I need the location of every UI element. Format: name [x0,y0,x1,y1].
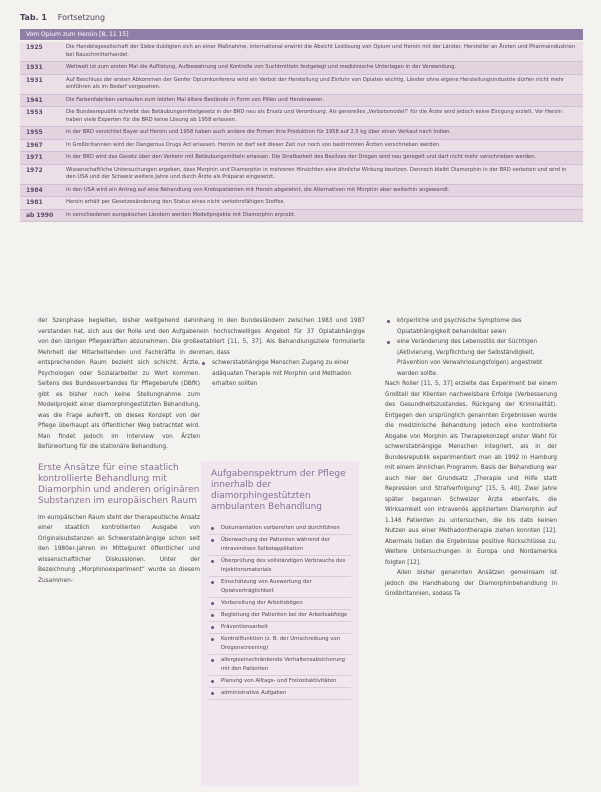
table-description: Weltweit ist zum ersten Mal die Auflistung, Aufbewahrung und Kontrolle von Suchtmitteln festgelegt und medizinische Unterlagen in der Verwendung. [66,64,457,70]
table-header: Vom Opium zum Heroin [8, 11 15] [20,29,583,40]
bullet-list [385,316,557,379]
section-heading: Erste Ansätze für eine staatlich kontrollierte Behandlung mit Diamorphin und anderen originären Substanzen im europäischen Raum [38,462,200,506]
table-description: Auf Beschluss der ersten Abkommen der Genfer Opiumkonferenz wird ein Verbot der Herstellung und Einfuhr von Opiaten wichtig. Länder ohne eigene Herstellungsindustrie dürfen nicht mehr einführen als im Bedarf vorgesehen. [66,76,565,90]
table-year: 1981 [26,199,43,206]
table-caption-title: Fortsetzung [57,13,106,22]
table-row [20,210,583,223]
list-item: Dokumentation vorbereiten und durchführen [209,523,351,535]
column-3 [385,316,557,600]
paragraph: Im europäischen Raum steht der therapeutische Ansatz einer staatlich kontrollierten Ausgabe von Originalsubstanzen an Schwerstabhängige schon seit den 1980er-Jahren im Mittelpunkt öffentlicher und wissenschaftlicher Diskussionen. Unter der Bezeichnung „Morphinoexperiment“ wurde so diesem Zusammen- [38,514,200,584]
list-item: Planung von Alltags- und Freizeitaktivitäten [209,676,351,688]
paragraph: hang in den Bundesländern zwischen 1983 und 1987 ein hochschwelliges Angebot für 37 Opiatabhängige etabliert [11, 5, 37]. Als Behandlungsziele formulierte man, dass [200,318,365,356]
table-row [20,75,583,95]
table-row [20,42,583,62]
table-description: Die Bundesrepublik schreibt das Betäubungsmittelgesetz in der BRD neu als Ersatz und Verordnung. Als generelles „Verbotsmodell“ für die Ärzte wird jedoch keine Einigung erzielt. Vor Heroin haben viele Experten für die BRD keine Lösung ab 1958 erlassen. [66,109,562,123]
paragraph: Nach Roller [11, 5, 37] erzielte das Experiment bei einem Großteil der Klienten nachweisbare Erfolge (Verbesserung des Gesundheitszustandes, Rückgang der Kriminalität). Entgegen den ursprünglich genannten Ergebnissen wurde die medizinische Behandlung jedoch eine kontrollierte Abgabe von Morphin als Therapiekonzept erster Wahl für schwerstabhängige Menschen integriert, als in der Bundesrepublik experimentiert man ab 1992 in Hamburg mit einem ähnlichen Programm. Basis der Behandlung war auch hier der Grundsatz „Therapie und Hilfe statt Repression und Strafverfolgung“ [15, 5, 40]. Zwei Jahre später begannen Schweizer Ärzte ebenfalls, die Wirksamkeit von intravenös appliziertem Diamorphin auf 1.146 Patienten zu untersuchen, die bis dato keinen Nutzen aus einer Methadontherapie ziehen konnten [12]. Abermals ließen die Ergebnisse positive Rückschlüsse zu. Weitere Untersuchungen in Europa und Nordamerika folgten [12]. [385,381,557,566]
paragraph: der Szenphase begleiten, bisher weitgehend dahin verstanden hat, sich aus der Rolle und den Aufgaben von den übrigen Pflegekräften abzunehmen. Die große Mehrheit der Mitarbeitenden und Fachkräfte in den entsprechenden Raum bezieht sich schlicht. Ärzte, Psychologen oder Sozialarbeiter zu Wort kommen. Seitens des Bundesverbandes für Pflegeberufe (DBfK) gibt es bisher noch keine Stellungnahme zum Modellprojekt einer diamorphingestützten Behandlung, was die Frage aufwirft, ob dieses Konzept von der Pflege überhaupt als öffentlicher Weg betrachtet wird. Man findet jedoch im Interview von Ärzten Befürwortung für die stationäre Behandlung. [38,318,200,450]
table-row [20,165,583,185]
article-body [38,316,586,786]
list-item: schwerstabhängige Menschen Zugang zu einer adäquaten Therapie mit Morphin und Methadon erhalten sollten [200,358,365,390]
table-description: In verschiedenen europäischen Ländern werden Modellprojekte mit Diamorphin erprobt. [66,211,296,218]
table-year: 1931 [26,76,43,84]
table-caption [20,13,105,22]
table-row [20,185,583,198]
table-description: In den USA wird ein Antrag auf eine Behandlung von Krebspatienten mit Heroin abgelehnt, die Alternativen mit Morphin aber weiterhin angewandt. [66,186,450,193]
list-item: Begleitung der Patienten bei der Arbeitsabfolge [209,610,351,622]
list-item: administrative Aufgaben [209,688,351,700]
table-description: Die Farbenfabriken verkaufen zum letzten Mal ältere Bestände in Form von Pillen und Heroinwaren. [66,96,325,103]
table-row [20,140,583,153]
list-item: Vorbereitung der Arbeitsbögen [209,598,351,610]
table-year: 1953 [26,109,43,116]
table-year: 1967 [26,141,43,149]
table-caption-label: Tab. 1 [20,13,47,22]
table-row [20,95,583,108]
list-item: Überwachung der Patienten während der intravenösen Selbstapplikation [209,535,351,556]
list-item: eine Veränderung des Lebensstils der Süchtigen (Aktivierung, Verpflichtung der Selbständigkeit, Prävention von Verwahrlosungsfolgen) angestrebt werden sollte. [385,337,557,379]
table-year: 1972 [26,166,43,174]
list-item: Überprüfung des vollständigen Verbrauchs des Injektionsmaterials [209,556,351,577]
paragraph: Allen bisher genannten Ansätzen gemeinsam ist jedoch die Handhabung der Diamorphinbehandlung in Großbritannien, sodass Ta [385,570,557,597]
table-description: Die Handelsgesellschaft der Siebe duldigten sich an einer Maßnahme, international erwirkt die Absicht Loslösung von Opium und Heroin mit der Länder, Hersteller an Ärzten und Pharmaindustrien bei Rauschmittelhandel. [66,44,576,58]
table-row [20,127,583,140]
table-year: 1955 [26,129,43,136]
table-year: 1984 [26,186,43,194]
table-year: 1931 [26,64,43,71]
table-row [20,152,583,165]
list-item: allergieeinschränkende Verhaltensabsicherung mit den Patienten [209,655,351,676]
list-item: körperliche und psychische Symptome des Opiatabhängigkeit behandelbar seien [385,316,557,337]
table-year: 1925 [26,44,43,51]
list-item: Präventionsarbeit [209,622,351,634]
history-table [20,42,583,222]
table-year: ab 1990 [26,211,54,219]
table-description: In Großbritannien wird der Dangerous Drugs Act erlassen. Heroin ist darf seit dieser Zeit nur noch von bestimmten Ärzten verschrieben werden. [66,141,441,148]
table-row [20,62,583,75]
info-box-list [209,523,351,700]
info-box [201,461,359,786]
list-item: Kontrollfunktion (z. B. der Umschreibung von Drogenscreening) [209,634,351,655]
list-item: Einschätzung von Auswertung der Opiatverträglichkeit [209,577,351,598]
bullet-list [200,358,365,390]
table-description: Heroin erhält per Gesetzesänderung den Status eines nicht verkehrsfähigen Stoffes. [66,199,286,205]
table-description: In der BRD wird das Gesetz über den Verkehr mit Betäubungsmitteln erlassen. Die Strafbarkeit des Besitzes der Drogen wird neu geregelt und darf nicht mehr verschrieben werden. [66,154,537,160]
table-description: Wissenschaftliche Untersuchungen ergeben, dass Morphin und Diamorphin in mehreren Hinsichten eine ähnliche Wirkung besitzen. Dennoch bleibt Diamorphin in der BRD verboten und wird in den USA und der Schweiz weitere Jahre und durch Ärzte als Präparat eingesetzt. [66,166,567,180]
table-row [20,197,583,210]
table-year: 1971 [26,154,43,161]
info-box-title: Aufgabenspektrum der Pflege innerhalb der diamorphingestützten ambulanten Behandlung [211,469,346,512]
column-1 [38,316,200,586]
table-description: In der BRD verzichtet Bayer auf Heroin und 1958 haben auch andere die Firmen ihre Produktion für 1958 auf 2,5 kg über einen Verkauf nach Indien. [66,129,452,135]
table-row [20,107,583,127]
column-2 [200,316,365,390]
table-year: 1941 [26,96,43,104]
